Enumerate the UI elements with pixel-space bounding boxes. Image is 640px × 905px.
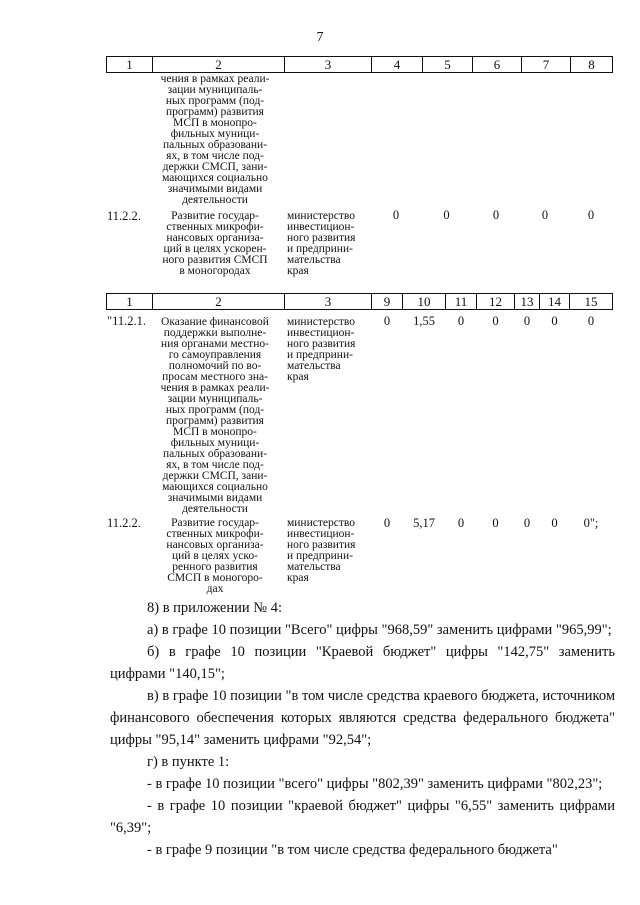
paragraph-g-1: - в графе 10 позиции "всего" цифры "802,39" заменить цифрами "802,23"; (147, 776, 603, 792)
t2-row2-executor: министерство инвестицион- ного развития и предприни- мательства края (287, 517, 356, 584)
t1-col-5: 5 (423, 57, 473, 73)
t1-continued-cell: чения в рамках реали- зации муниципаль- ных программ (под- программ) развития МСП в монопро- фильных муници- пальных образовани- ях, в том числе под- держки СМСП, зани- мающихся социально значимыми видами деятельности (160, 73, 270, 206)
t2-row1-number: "11.2.1. (107, 314, 147, 328)
t2-row2-col13: 0 (523, 516, 531, 530)
page-number: 7 (316, 30, 324, 45)
paragraph-a: а) в графе 10 позиции "Всего" цифры "968,59" заменить цифрами "965,99"; (147, 622, 612, 638)
t1-value-col5: 0 (443, 208, 450, 222)
t2-row1-col9: 0 (383, 314, 391, 328)
t2-col-10: 10 (403, 294, 446, 310)
t2-col-15: 15 (570, 294, 613, 310)
t1-row-number: 11.2.2. (107, 209, 141, 223)
t1-value-col7: 0 (541, 208, 549, 222)
t1-col-2: 2 (153, 57, 285, 73)
table2-header (106, 293, 613, 310)
t1-col-4: 4 (372, 57, 423, 73)
paragraph-g: г) в пункте 1: (147, 754, 230, 770)
t2-col-1: 1 (107, 294, 153, 310)
paragraph-b: б) в графе 10 позиции "Краевой бюджет" цифры "142,75" заменить цифрами "140,15"; (110, 644, 615, 682)
t1-row-executor: министерство инвестицион- ного развития и предприни- мательства края (287, 210, 356, 277)
t1-col-7: 7 (522, 57, 571, 73)
t2-col-11: 11 (446, 294, 477, 310)
t1-col-1: 1 (107, 57, 153, 73)
t2-col-13: 13 (515, 294, 540, 310)
t1-row-description: Развитие государ- ственных микрофи- нансовых организа- ций в целях ускорен- ного развития СМСП в моногородах (162, 210, 268, 277)
t1-value-col6: 0 (492, 208, 500, 222)
table1-header (106, 56, 613, 73)
t2-row2-description: Развитие государ- ственных микрофи- нансовых организа- ций в целях уско- ренного развития СМСП в моногоро- дах (166, 517, 264, 595)
t2-row2-col11: 0 (457, 516, 465, 530)
t2-row2-number: 11.2.2. (107, 516, 141, 530)
t2-row2-col12: 0 (492, 516, 499, 530)
t1-col-8: 8 (571, 57, 613, 73)
t2-col-12: 12 (477, 294, 515, 310)
t1-value-col4: 0 (392, 208, 400, 222)
t2-row2-col10: 5,17 (413, 516, 435, 530)
t1-col-6: 6 (473, 57, 522, 73)
t2-row1-col11: 0 (457, 314, 465, 328)
t2-row2-col9: 0 (383, 516, 391, 530)
t2-row1-description: Оказание финансовой поддержки выполне- ния органами местно- го самоуправления полномочий по во- просам местного зна- чения в рамках реали- зации муниципаль- ных программ (под- программ) развития МСП в монопро- фильных муници- пальных образовани- ях, в том числе под- держки СМСП, зани- мающихся социально значимыми видами деятельности (160, 316, 270, 515)
t2-row1-col14: 0 (551, 314, 558, 328)
t2-col-2: 2 (153, 294, 285, 310)
t2-col-3: 3 (285, 294, 372, 310)
t2-row2-col14: 0 (551, 516, 558, 530)
t2-row2-col15: 0"; (583, 516, 599, 530)
paragraph-g-2: - в графе 10 позиции "краевой бюджет" цифры "6,55" заменить цифрами "6,39"; (110, 798, 615, 836)
body-text (110, 597, 615, 861)
t2-row1-col12: 0 (492, 314, 499, 328)
t2-row1-executor: министерство инвестицион- ного развития и предприни- мательства края (287, 316, 356, 383)
t2-col-9: 9 (372, 294, 403, 310)
paragraph-8: 8) в приложении № 4: (147, 600, 282, 616)
t1-value-col8: 0 (587, 208, 595, 222)
t2-row1-col13: 0 (523, 314, 531, 328)
paragraph-v: в) в графе 10 позиции "в том числе средства краевого бюджета, источником финансового обеспечения которых являются средства федерального бюджета" цифры "95,14" заменить цифрами "92,54"; (110, 688, 615, 748)
t1-col-3: 3 (285, 57, 372, 73)
paragraph-g-3: - в графе 9 позиции "в том числе средства федерального бюджета" (147, 842, 558, 858)
t2-col-14: 14 (540, 294, 570, 310)
t2-row1-col10: 1,55 (413, 314, 435, 328)
t2-row1-col15: 0 (587, 314, 595, 328)
